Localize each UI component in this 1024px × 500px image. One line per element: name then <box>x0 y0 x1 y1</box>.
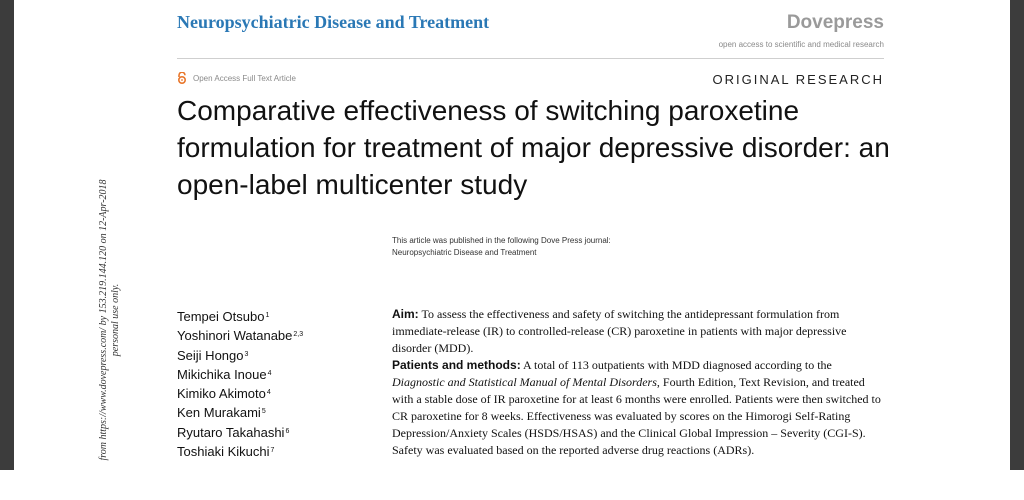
article-type: ORIGINAL RESEARCH <box>712 72 884 87</box>
left-window-frame <box>0 0 14 470</box>
download-watermark-line1: from https://www.dovepress.com/ by 153.219.144.120 on 12-Apr-2018 <box>98 179 109 461</box>
author-item: Tempei Otsubo$^1$ <box>177 309 270 324</box>
article-title: Comparative effectiveness of switching paroxetine formulation for treatment of major depressive disorder: an open-label multicenter study <box>177 95 890 200</box>
publication-note <box>392 235 611 259</box>
publisher-tagline: open access to scientific and medical research <box>718 40 884 49</box>
open-access-label: Open Access Full Text Article <box>193 73 297 83</box>
abstract-methods <box>392 357 884 459</box>
publication-note-line1: This article was published in the following Dove Press journal: <box>392 236 611 245</box>
aim-text: To assess the effectiveness and safety of switching the antidepressant formulation from immediate-release (IR) to controlled-release (CR) paroxetine in patients with major depressive disorder (MDD). <box>392 307 847 355</box>
right-window-frame <box>1010 0 1024 470</box>
methods-text-2: , Fourth Edition, Text Revision, and treated with a stable dose of IR paroxetine for at least 6 months were enrolled. Patients were then switched to CR paroxetine for 8 weeks. Effectiveness was evaluated by scores on the Himorogi Self-Rating Depression/Anxiety Scales (HSDS/HSAS) and the Clinical Global Impression – Severity (CGI-S). Safety was evaluated based on the reported adverse drug reactions (ADRs). <box>392 375 881 457</box>
publisher-logo[interactable]: Dovepress <box>786 12 884 33</box>
download-watermark-line2: personal use only. <box>110 283 121 357</box>
methods-label: Patients and methods: <box>392 358 521 372</box>
open-access-badge <box>177 72 296 84</box>
author-item: Toshiaki Kikuchi$^7$ <box>177 444 275 460</box>
publication-note-line2: Neuropsychiatric Disease and Treatment <box>392 248 537 257</box>
author-item: Mikichika Inoue$^4$ <box>177 366 272 382</box>
author-item: Yoshinori Watanabe$^{2,3}$ <box>177 328 304 344</box>
abstract <box>392 306 884 459</box>
author-item: Seiji Hongo$^3$ <box>177 347 249 363</box>
author-item: Kimiko Akimoto$^4$ <box>177 386 271 402</box>
author-item: Ken Murakami$^5$ <box>177 405 266 421</box>
open-access-lock-icon <box>177 72 187 84</box>
methods-text-1: A total of 113 outpatients with MDD diagnosed according to the <box>520 358 832 372</box>
author-item: Ryutaro Takahashi$^6$ <box>177 424 290 440</box>
pdf-page <box>14 0 1010 470</box>
author-list <box>177 307 303 461</box>
abstract-aim <box>392 306 884 357</box>
methods-italic-text: Diagnostic and Statistical Manual of Mental Disorders <box>392 375 657 389</box>
aim-label: Aim: <box>392 307 419 321</box>
journal-name[interactable]: Neuropsychiatric Disease and Treatment <box>177 12 490 32</box>
header-divider <box>177 58 884 59</box>
